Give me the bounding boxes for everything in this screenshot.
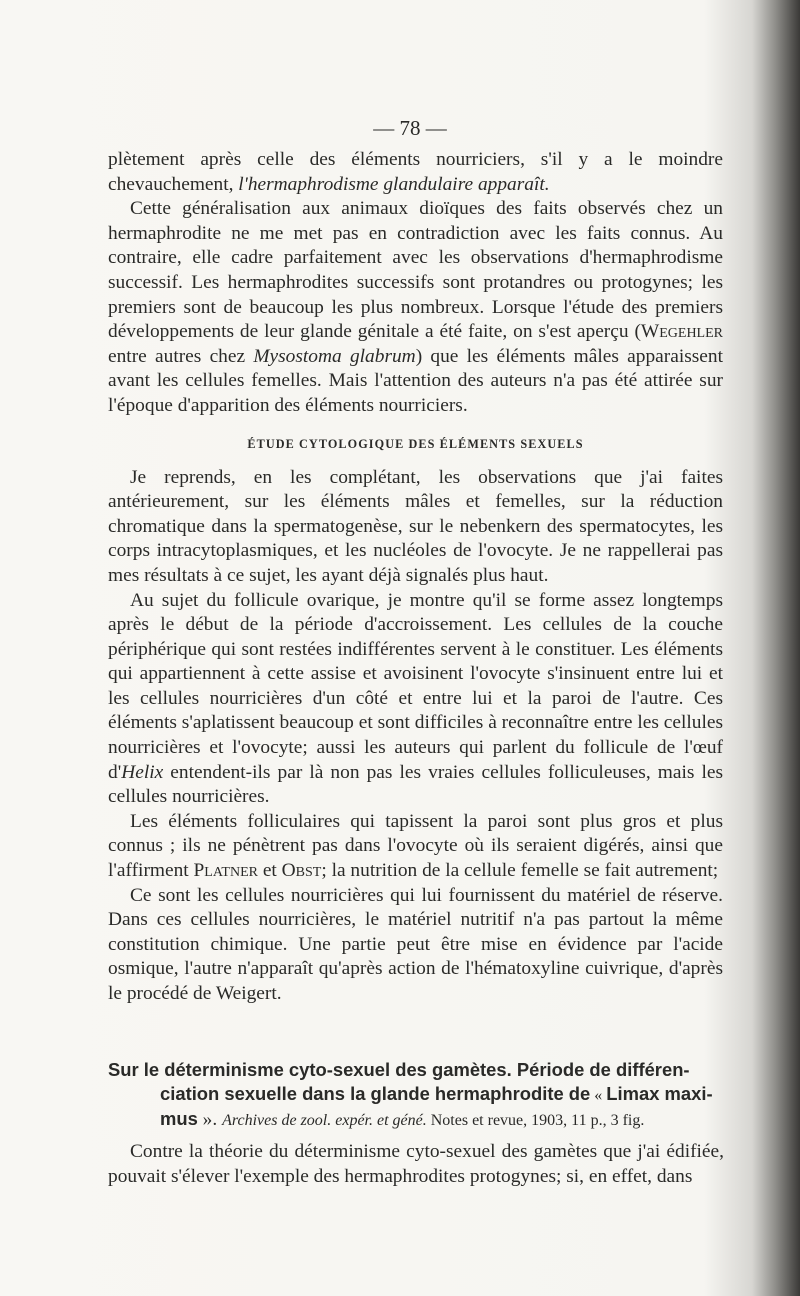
- paragraph-5-text-b: et: [257, 860, 282, 882]
- genus-name: Helix: [121, 761, 164, 783]
- entry-title-1: Sur le déterminisme cyto-sexuel des gamètes. Période de différen-: [108, 1059, 690, 1080]
- paragraph-2-text-a: Cette généralisation aux animaux dioïques des faits observés chez un hermaphrodite ne me met pas en contradiction avec les faits connus. Au contraire, elle cadre parfaitement avec les observations d'hermaphrodisme successif. Les hermaphrodites successifs sont protandres ou protogynes; les premiers sont de beaucoup les plus nombreux. Lorsque l'étude des premiers développements de leur glande génitale a été faite, on s'est aperçu (: [108, 198, 723, 343]
- paragraph-5-text-a: Les éléments folliculaires qui tapissent la paroi sont plus gros et plus connus ; ils ne pénètrent pas dans l'ovocyte où ils seraient digérés, ainsi que l'affirment: [108, 810, 723, 882]
- paragraph-1-italic: l'hermaphrodisme glandulaire apparaît.: [238, 173, 550, 195]
- paragraph-1: [108, 148, 723, 197]
- species-name: Mysostoma glabrum: [253, 345, 416, 367]
- entry-title-3: mus: [160, 1108, 198, 1129]
- entry-title-2b: Limax maxi-: [606, 1083, 713, 1104]
- journal-name: Archives de zool. expér. et géné.: [222, 1112, 427, 1129]
- page-number: — 78 —: [373, 116, 447, 140]
- paragraph-2-text-c: ) que les éléments mâles apparaissent avant les cellules femelles. Mais l'attention des auteurs n'a pas été attirée sur l'époque d'apparition des éléments nourriciers.: [108, 345, 723, 416]
- paragraph-2-text-b: entre autres chez: [108, 345, 254, 367]
- bibliography-entry: [108, 1058, 724, 1132]
- body-text-continued: [108, 1140, 724, 1189]
- paragraph-6: Ce sont les cellules nourricières qui lui fournissent du matériel de réserve. Dans ces cellules nourricières, le matériel nutritif n'a pas partout la même constitution chimique. Une partie peut être mise en évidence par l'acide osmique, l'autre n'apparaît qu'après action de l'hématoxyline cuivrique, d'après le procédé de Weigert.: [108, 884, 723, 1004]
- author-wegehler: Wegehler: [640, 321, 723, 343]
- paragraph-4: [108, 589, 723, 810]
- author-platner: Platner: [193, 860, 258, 882]
- entry-quote-close: ».: [197, 1109, 223, 1130]
- paragraph-5: [108, 810, 723, 884]
- entry-quote-open: «: [590, 1087, 607, 1104]
- citation-details: Notes et revue, 1903, 11 p., 3 fig.: [426, 1112, 645, 1129]
- paragraph-1-text: plètement après celle des éléments nourriciers, s'il y a le moindre chevauchement,: [108, 149, 723, 195]
- entry-title-line-3: [108, 1107, 724, 1132]
- entry-title-2a: ciation sexuelle dans la glande hermaphrodite de: [160, 1083, 591, 1104]
- paragraph-4-text-b: entendent-ils par là non pas les vraies cellules folliculeuses, mais les cellules nourricières.: [108, 761, 723, 808]
- paragraph-7: Contre la théorie du déterminisme cyto-sexuel des gamètes que j'ai édifiée, pouvait s'élever l'exemple des hermaphrodites protogynes; si, en effet, dans: [108, 1141, 724, 1187]
- paragraph-2: [108, 197, 723, 418]
- section-subheading: ÉTUDE CYTOLOGIQUE DES ÉLÉMENTS SEXUELS: [247, 436, 584, 451]
- author-obst: Obst: [281, 860, 322, 882]
- entry-title-line-2: [108, 1082, 724, 1107]
- body-text: [108, 148, 723, 1007]
- paragraph-3: Je reprends, en les complétant, les observations que j'ai faites antérieurement, sur les éléments mâles et femelles, sur la réduction chromatique dans la spermatogenèse, sur le nebenkern des spermatocytes, les corps intracytoplasmiques, et les nucléoles de l'ovocyte. Je ne rappellerai pas mes résultats à ce sujet, les ayant déjà signalés plus haut.: [108, 466, 723, 586]
- paragraph-4-text-a: Au sujet du follicule ovarique, je montre qu'il se forme assez longtemps après le début de la période d'accroissement. Les cellules de la couche périphérique qui sont restées indifférentes servent à le constituer. Les éléments qui appartiennent à cette assise et avoisinent l'ovocyte s'insinuent entre lui et les cellules nourricières d'un côté et entre lui et la paroi de l'autre. Ces éléments s'aplatissent beaucoup et sont difficiles à reconnaître entre les cellules nourricières et l'ovocyte; aussi les auteurs qui parlent du follicule de l'œuf d': [108, 589, 723, 783]
- paragraph-5-text-c: ; la nutrition de la cellule femelle se fait autrement;: [321, 860, 719, 882]
- entry-title-line-1: [108, 1058, 724, 1082]
